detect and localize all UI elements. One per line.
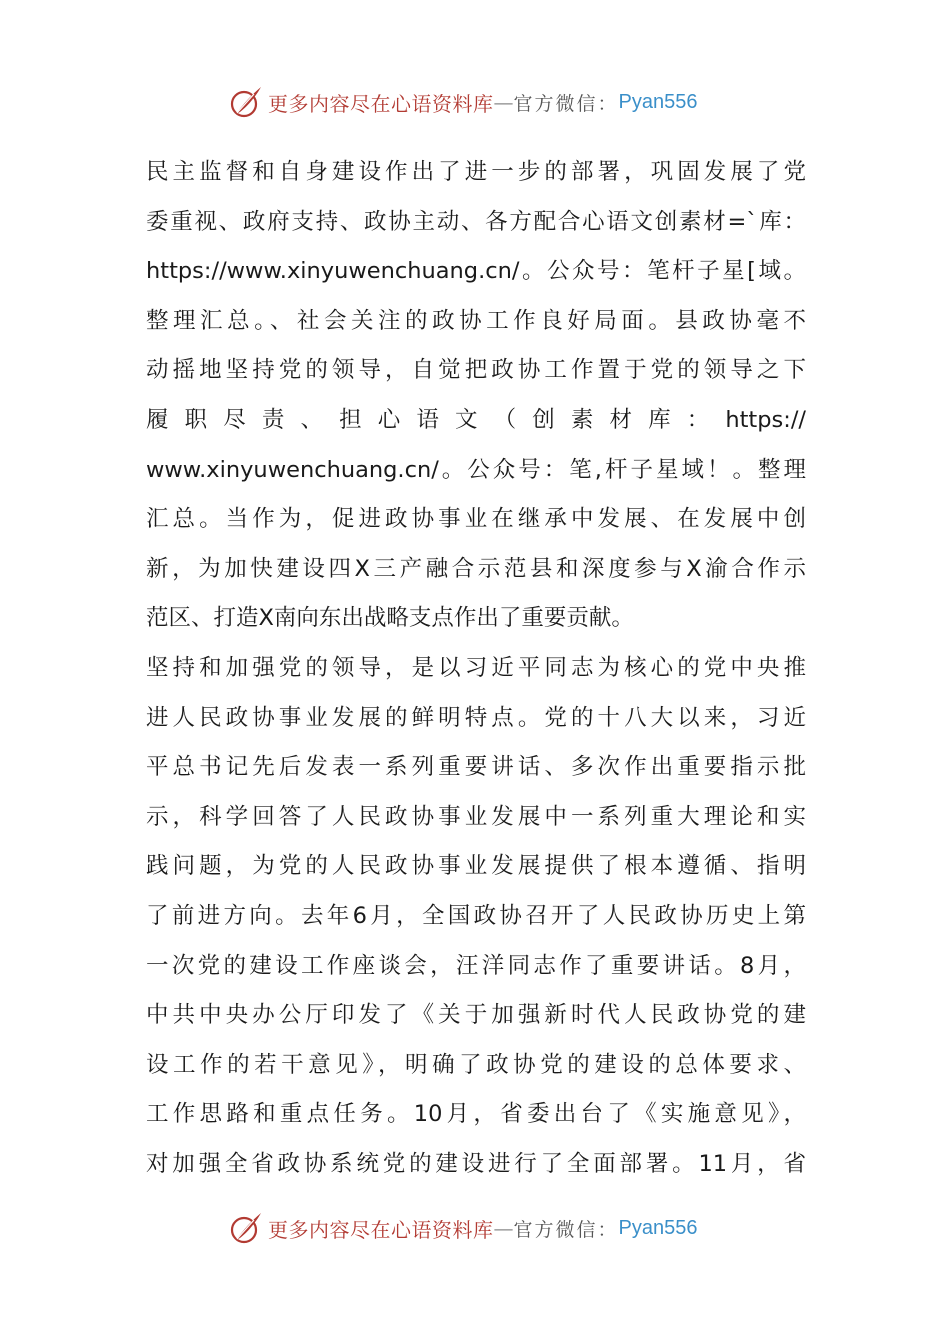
text-line-6: 履职尽责、担心语文（创素材库：https:// bbox=[146, 406, 806, 433]
quill-logo-icon bbox=[228, 1210, 264, 1246]
text-line-11: 坚持和加强党的领导，是以习近平同志为核心的党中央推 bbox=[146, 654, 806, 681]
text-line-14: 示，科学回答了人民政协事业发展中一系列重大理论和实 bbox=[146, 803, 806, 830]
header-separator: — bbox=[493, 90, 514, 114]
text-line-12: 进人民政协事业发展的鲜明特点。党的十八大以来，习近 bbox=[146, 704, 806, 731]
footer-brand-text: 更多内容尽在心语资料库 bbox=[268, 1217, 494, 1242]
header-banner bbox=[228, 82, 697, 122]
text-line-17: 一次党的建设工作座谈会，汪洋同志作了重要讲话。8月， bbox=[146, 952, 806, 979]
text-line-2: 委重视、政府支持、政协主动、各方配合心语文创素材=`库： bbox=[146, 208, 806, 235]
footer-wechat-label: 官方微信： bbox=[513, 1218, 619, 1241]
footer-wechat-id: Pyan556 bbox=[618, 1216, 698, 1239]
text-line-7: www.xinyuwenchuang.cn/。公众号：笔,杆子星域！。整理 bbox=[146, 456, 806, 483]
text-line-9: 新，为加快建设四X三产融合示范县和深度参与X渝合作示 bbox=[146, 555, 806, 582]
header-wechat-id: Pyan556 bbox=[618, 90, 698, 113]
text-line-15: 践问题，为党的人民政协事业发展提供了根本遵循、指明 bbox=[146, 853, 806, 880]
text-line-18: 中共中央办公厅印发了《关于加强新时代人民政协党的建 bbox=[146, 1002, 806, 1029]
text-line-4: 整理汇总。、社会关注的政协工作良好局面。县政协毫不 bbox=[146, 307, 806, 334]
header-brand-text: 更多内容尽在心语资料库 bbox=[268, 91, 494, 116]
document-body bbox=[146, 148, 806, 1189]
text-line-19: 设工作的若干意见》，明确了政协党的建设的总体要求、 bbox=[146, 1051, 806, 1078]
text-line-1: 民主监督和自身建设作出了进一步的部署，巩固发展了党 bbox=[146, 159, 806, 185]
text-line-10: 范区、打造X南向东出战略支点作出了重要贡献。 bbox=[146, 605, 634, 632]
text-line-3: https://www.xinyuwenchuang.cn/。公众号：笔杆子星[域。 bbox=[146, 258, 806, 285]
header-wechat-label: 官方微信： bbox=[513, 92, 619, 115]
text-line-8: 汇总。当作为，促进政协事业在继承中发展、在发展中创 bbox=[146, 506, 806, 533]
footer-separator: — bbox=[493, 1216, 514, 1240]
text-line-20: 工作思路和重点任务。10月，省委出台了《实施意见》， bbox=[146, 1101, 806, 1128]
quill-logo-icon bbox=[228, 84, 264, 120]
text-line-21: 对加强全省政协系统党的建设进行了全面部署。11月，省 bbox=[146, 1150, 806, 1177]
text-line-13: 平总书记先后发表一系列重要讲话、多次作出重要指示批 bbox=[146, 754, 806, 781]
footer-banner bbox=[228, 1208, 697, 1248]
text-line-5: 动摇地坚持党的领导，自觉把政协工作置于党的领导之下 bbox=[146, 357, 806, 384]
text-line-16: 了前进方向。去年6月，全国政协召开了人民政协历史上第 bbox=[146, 902, 806, 929]
